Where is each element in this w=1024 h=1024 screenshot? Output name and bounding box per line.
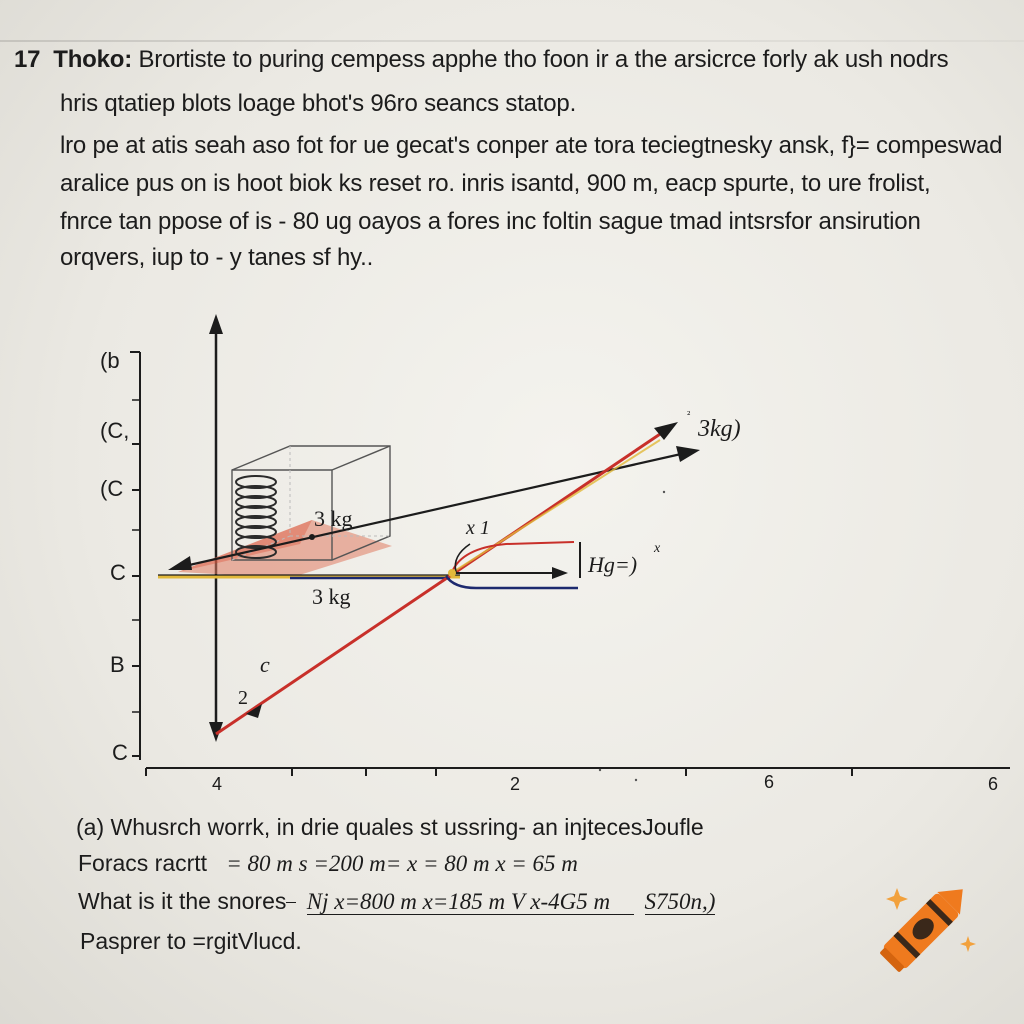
- x-label-3: 6: [988, 774, 999, 794]
- arrowhead-left: [168, 556, 192, 570]
- question-c-end: S750n,): [644, 889, 716, 914]
- crayon-icon: [866, 866, 986, 986]
- navy-return-line: [446, 576, 578, 588]
- force-label: Hg=): [588, 552, 638, 577]
- question-b-math: = 80 m s =200 m= x = 80 m x = 65 m: [226, 851, 578, 876]
- point-label-2: 2: [238, 687, 248, 709]
- question-c-prefix: What is it the snores: [78, 888, 287, 914]
- x-label-2: 6: [764, 772, 775, 792]
- problem-title: Thoko:: [53, 46, 133, 73]
- question-b-prefix: Foracs racrtt: [78, 850, 208, 876]
- problem-line-5: fnrce tan ppose of is - 80 ug oayos a fores inc foltin sague tmad intsrsfor ansirution: [60, 208, 921, 235]
- y-label-2: (C: [100, 476, 124, 501]
- block-mass-label: 3 kg: [314, 506, 353, 531]
- x-axis: [146, 768, 1010, 776]
- y-label-0: (b: [100, 348, 120, 373]
- question-d: Pasprer to =rgitVlucd.: [80, 928, 302, 954]
- floor-mass-label: 3 kg: [312, 584, 351, 609]
- x-label-0: 4: [212, 774, 223, 794]
- red-incline-line: [216, 426, 672, 734]
- horizontal-arrowhead: [552, 567, 568, 579]
- pivot-dot: [448, 569, 456, 577]
- question-c: [78, 888, 715, 915]
- point-label-c: c: [260, 652, 270, 677]
- arrowhead-right: [676, 446, 700, 462]
- contact-point: [309, 534, 315, 540]
- problem-line-3: lro pe at atis seah aso fot for ue gecat's conper ate tora teciegtnesky ansk, f}= compeswad: [60, 132, 1003, 159]
- question-c-math: Nj x=800 m x=185 m V x-4G5 m: [307, 889, 634, 915]
- problem-text-1: Brortiste to puring cempess apphe tho foon ir a the arsicrce forly ak ush nodrs: [138, 46, 949, 73]
- question-b: [78, 850, 578, 877]
- arrow-label-prefix: ²: [687, 409, 691, 421]
- y-label-5: C: [112, 740, 128, 765]
- vertical-axis: [209, 314, 223, 742]
- question-a: (a) Whusrch worrk, in drie quales st ussring- an injtecesJoufle: [76, 814, 704, 840]
- left-scale: [130, 352, 140, 760]
- angle-arc-red: [452, 542, 574, 572]
- y-label-1: (C,: [100, 418, 130, 443]
- speck: [635, 779, 637, 781]
- arrow-mass-label: 3kg): [698, 416, 741, 442]
- y-label-3: C: [110, 560, 126, 585]
- problem-line-4: aralice pus on is hoot biok ks reset ro. inris isantd, 900 m, eacp spurte, to ure frolist,: [60, 170, 931, 197]
- speck: [663, 491, 665, 493]
- problem-line-2: hris qtatiep blots loage bhot's 96ro seancs statop.: [60, 90, 577, 117]
- x-label-1: 2: [510, 774, 521, 794]
- y-label-4: B: [110, 652, 125, 677]
- problem-number: 17: [14, 46, 41, 73]
- problem-line-6: orqvers, iup to - y tanes sf hy..: [60, 244, 374, 271]
- angle-label: x 1: [466, 517, 490, 539]
- force-superscript: x: [654, 541, 661, 556]
- speck: [599, 769, 601, 771]
